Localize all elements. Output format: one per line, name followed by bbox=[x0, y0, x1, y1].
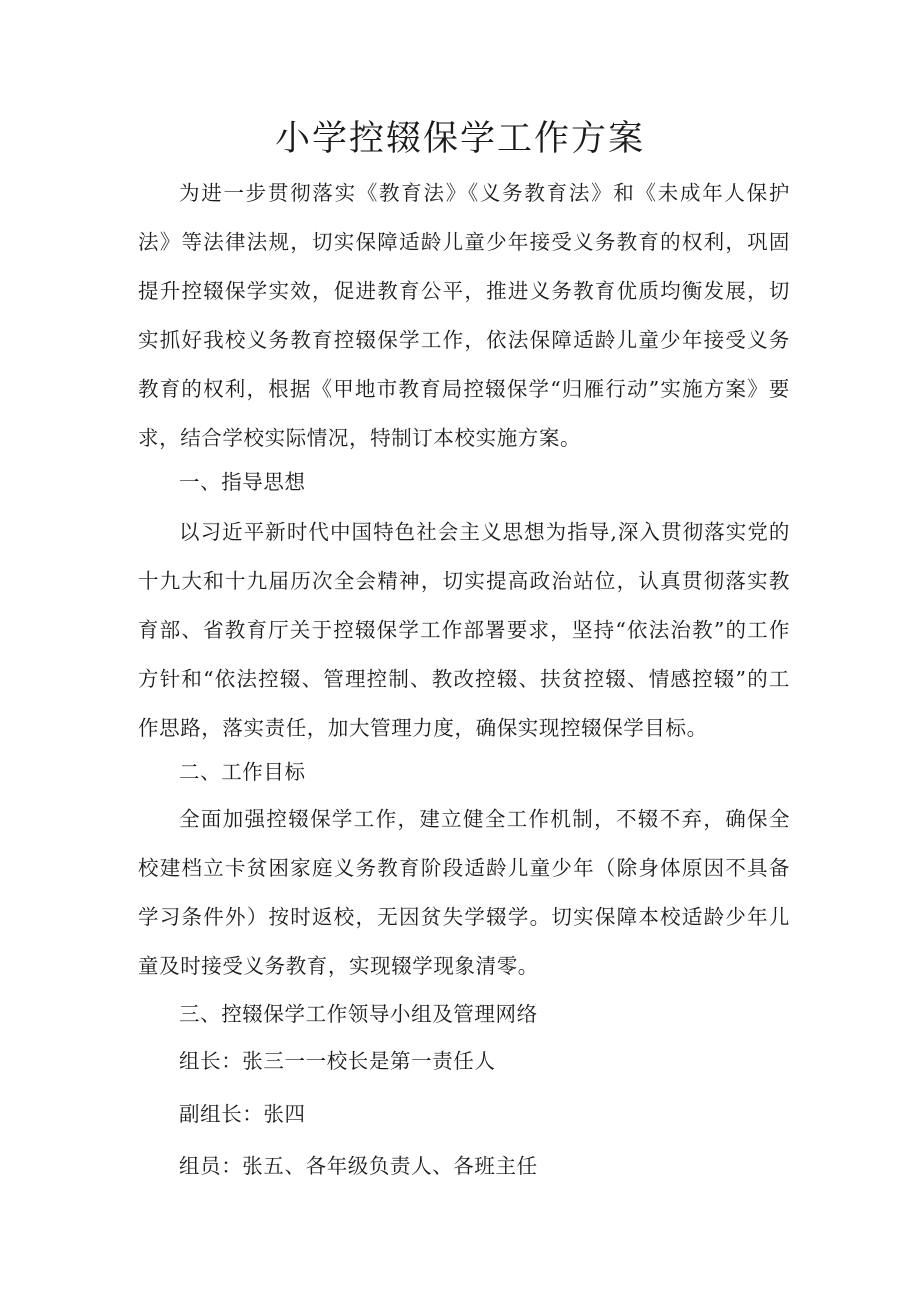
section-heading-leadership-group: 三、控辍保学工作领导小组及管理网络 bbox=[179, 1002, 538, 1026]
section-heading-guiding-thought: 一、指导思想 bbox=[179, 470, 306, 494]
intro-paragraph: 为进一步贯彻落实《教育法》《义务教育法》和《未成年人保护法》等法律法规，切实保障适龄儿童少年接受义务教育的权利，巩固提升控辍保学实效，促进教育公平，推进义务教育优质均衡发展，切实抓好我校义务教育控辍保学工作，依法保障适龄儿童少年接受义务教育的权利，根据《甲地市教育局控辍保学“归雁行动”实施方案》要求，结合学校实际情况，特制订本校实施方案。 bbox=[138, 181, 790, 450]
leadership-members: 组员：张五、各年级负责人、各班主任 bbox=[179, 1154, 538, 1178]
work-goals-paragraph: 全面加强控辍保学工作，建立健全工作机制，不辍不弃，确保全校建档立卡贫困家庭义务教育阶段适龄儿童少年（除身体原因不具备学习条件外）按时返校，无因贫失学辍学。切实保障本校适龄少年儿童及时接受义务教育，实现辍学现象清零。 bbox=[138, 807, 790, 978]
section-heading-work-goals: 二、工作目标 bbox=[179, 760, 306, 784]
leadership-leader: 组长：张三一一校长是第一责任人 bbox=[179, 1049, 496, 1073]
guiding-thought-paragraph: 以习近平新时代中国特色社会主义思想为指导,深入贯彻落实党的十九大和十九届历次全会精神，切实提高政治站位，认真贯彻落实教育部、省教育厅关于控辍保学工作部署要求，坚持“依法治教”的工作方针和“依法控辍、管理控制、教改控辍、扶贫控辍、情感控辍”的工作思路，落实责任，加大管理力度，确保实现控辍保学目标。 bbox=[138, 520, 790, 740]
leadership-deputy: 副组长：张四 bbox=[179, 1102, 306, 1126]
document-title: 小学控辍保学工作方案 bbox=[274, 119, 645, 159]
